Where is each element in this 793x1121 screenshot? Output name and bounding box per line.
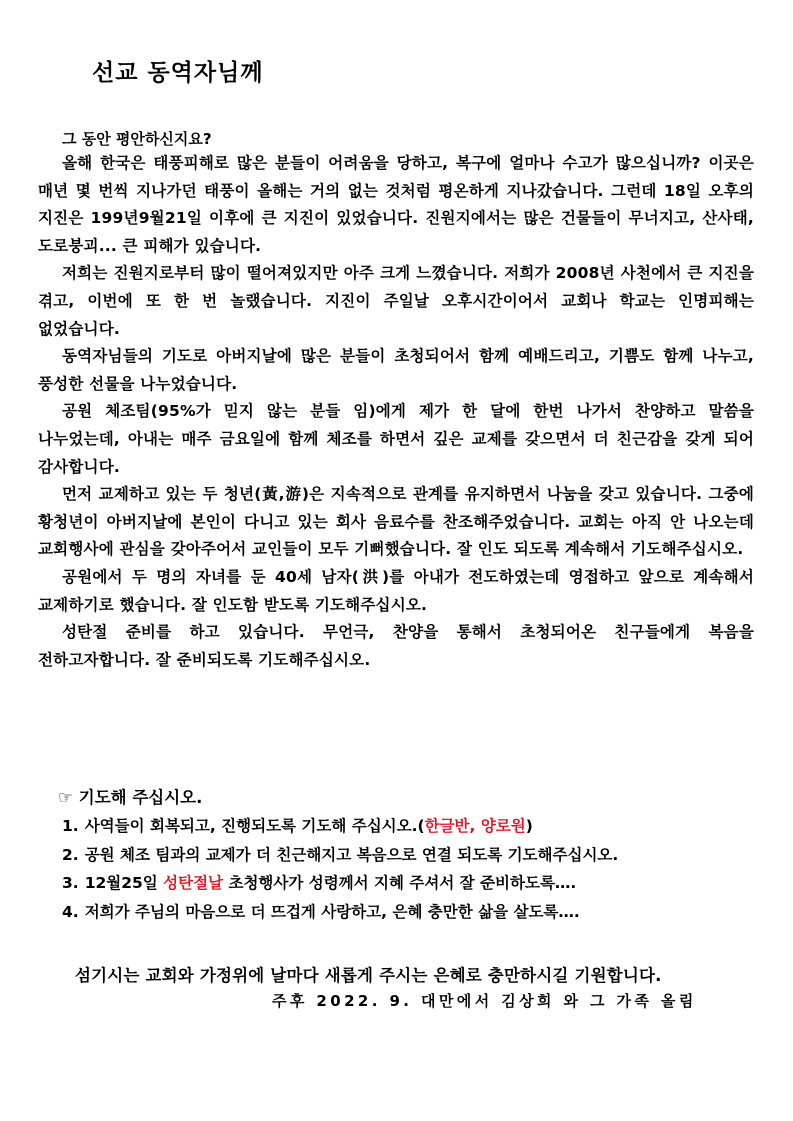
- prayer-item: [62, 898, 618, 927]
- prayer-item-number: 2.: [62, 845, 79, 864]
- paragraph-park-man: 공원에서 두 명의 자녀를 둔 40세 남자(洪)를 아내가 전도하였는데 영접하고 앞으로 계속해서 교제하기로 했습니다. 잘 인도함 받도록 기도해주십시오.: [38, 567, 754, 614]
- paragraph-christmas: 성탄절 준비를 하고 있습니다. 무언극, 찬양을 통해서 초청되어온 친구들에게 복음을 전하고자합니다. 잘 준비되도록 기도해주십시오.: [38, 623, 754, 669]
- prayer-heading: [58, 784, 202, 808]
- prayer-item-text: 공원 체조 팀과의 교제가 더 친근해지고 복음으로 연결 되도록 기도해주십시오.: [84, 845, 619, 864]
- letter-body: [38, 150, 754, 674]
- prayer-item-highlight: 성탄절날: [163, 874, 224, 892]
- prayer-item-text-after: 초청행사가 성령께서 지혜 주셔서 잘 준비하도록….: [223, 874, 577, 892]
- prayer-item-text-before: 12월25일: [84, 874, 164, 892]
- prayer-item-number: 3.: [62, 874, 79, 892]
- letter-title: 선교 동역자님께: [92, 60, 264, 86]
- prayer-item-text: 사역들이 회복되고, 진행되도록 기도해 주십시오.: [84, 817, 418, 835]
- signature: 주후 2022. 9. 대만에서 김상희 와 그 가족 올림: [272, 992, 697, 1010]
- pointing-hand-icon: ☞: [58, 788, 73, 807]
- prayer-item-paren-close: ): [525, 817, 533, 835]
- closing-blessing: 섬기시는 교회와 가정위에 날마다 새롭게 주시는 은혜로 충만하시길 기원합니다.: [75, 966, 662, 985]
- prayer-item-text: 저희가 주님의 마음으로 더 뜨겁게 사랑하고, 은혜 충만한 삶을 살도록….: [84, 902, 580, 921]
- paragraph-exercise-team: 공원 체조팀(95%가 믿지 않는 분들 임)에게 제가 한 달에 한번 나가서 찬양하고 말씀을 나누었는데, 아내는 매주 금요일에 함께 체조를 하면서 깊은 교제를 갖으면서 더 친근감을 갖게 되어 감사합니다.: [38, 402, 754, 476]
- paragraph-earthquake: 저희는 진원지로부터 많이 떨어져있지만 아주 크게 느꼈습니다. 저희가 2008년 사천에서 큰 지진을 겪고, 이번에 또 한 번 놀랬습니다. 지진이 주일날 오후시간이어서 교회나 학교는 인명피해는 없었습니다.: [38, 264, 754, 338]
- paragraph-young-men: 먼저 교제하고 있는 두 청년(黃,游)은 지속적으로 관계를 유지하면서 나눔을 갖고 있습니다. 그중에 황청년이 아버지날에 본인이 다니고 있는 회사 음료수를 찬조해주었습니다. 교회는 아직 안 나오는데 교회행사에 관심을 갖아주어서 교인들이 모두 기뻐했습니다. 잘 인도 되도록 계속해서 기도해주십시오.: [38, 485, 754, 559]
- prayer-item-highlight: 한글반, 양로원: [424, 817, 526, 835]
- paragraph-typhoon: 올해 한국은 태풍피해로 많은 분들이 어려움을 당하고, 복구에 얼마나 수고가 많으십니까? 이곳은 매년 몇 번씩 지나가던 태풍이 올해는 거의 없는 것처럼 평온하게 지나갔습니다. 그런데 18일 오후의 지진은 199년9월21일 이후에 큰 지진이 있었습니다. 진원지에서는 많은 건물들이 무너지고, 산사태, 도로붕괴... 큰 피해가 있습니다.: [38, 154, 754, 255]
- prayer-item: [62, 869, 618, 898]
- prayer-item-paren-open: (: [417, 817, 425, 835]
- prayer-item-number: 4.: [62, 902, 79, 921]
- prayer-list: [62, 812, 618, 926]
- prayer-item: [62, 812, 618, 841]
- paragraph-fathers-day: 동역자님들의 기도로 아버지날에 많은 분들이 초청되어서 함께 예배드리고, 기쁨도 함께 나누고, 풍성한 선물을 나누었습니다.: [38, 347, 754, 393]
- prayer-item: [62, 841, 618, 870]
- prayer-item-number: 1.: [62, 817, 79, 835]
- prayer-heading-text: 기도해 주십시오.: [78, 788, 203, 807]
- greeting: 그 동안 평안하신지요?: [62, 130, 212, 148]
